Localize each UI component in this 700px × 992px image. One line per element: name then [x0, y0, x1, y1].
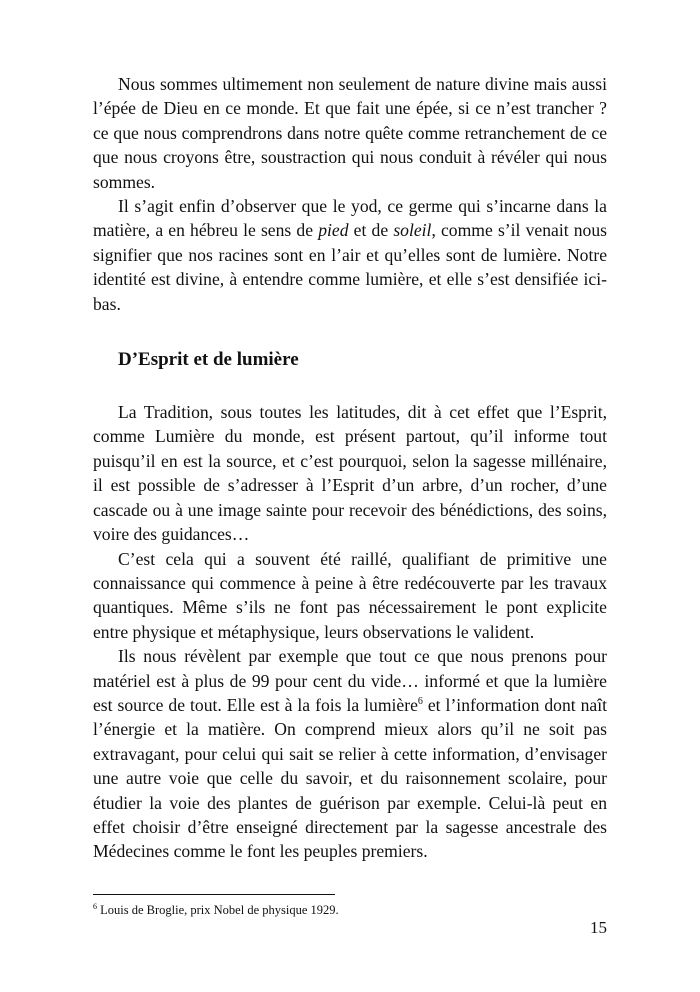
page-body: [93, 72, 607, 864]
paragraph-2-text-before: Il s’agit enfin d’observer que le yod, ce germe qui s’incarne dans la matière, a en hébreu le sens de: [93, 196, 607, 241]
paragraph-2-text-mid: et de: [348, 220, 394, 241]
footnote: [93, 902, 339, 918]
italic-word-soleil: soleil: [393, 220, 432, 241]
footnote-reference: 6: [417, 696, 423, 708]
footnote-divider: [93, 894, 335, 895]
paragraph-5-text-before: Ils nous révèlent par exemple que tout ce que nous prenons pour matériel est à plus de 99 pour cent du vide… informé et que la lumière est source de tout. Elle est à la fois la lumière: [93, 646, 607, 715]
footnote-number: 6: [93, 901, 97, 911]
paragraph-5-text-after: et l’information dont naît l’énergie et la matière. On comprend mieux alors qu’il ne soit pas extravagant, pour celui qui sait se relier à cette information, d’envisager une autre voie que celle du savoir, et du raisonnement scolaire, pour étudier la voie des plantes de guérison par exemple. Celui-là peut en effet choisir d’être enseigné directement par la sagesse ancestrale des Médecines comme le font les peuples premiers.: [93, 694, 607, 862]
paragraph-4: C’est cela qui a souvent été raillé, qualifiant de primitive une connaissance qui commence à peine à être redécouverte par les travaux quantiques. Même s’ils ne font pas nécessairement le pont explicite entre physique et métaphysique, leurs observations le valident.: [93, 548, 607, 642]
italic-word-pied: pied: [318, 220, 349, 241]
footnote-text: Louis de Broglie, prix Nobel de physique 1929.: [97, 903, 339, 917]
page-number: 15: [590, 918, 607, 937]
section-heading: D’Esprit et de lumière: [118, 349, 299, 371]
paragraph-3: La Tradition, sous toutes les latitudes, dit à cet effet que l’Esprit, comme Lumière du monde, est présent partout, qu’il informe tout puisqu’il en est la source, et c’est pourquoi, selon la sagesse millénaire, il est possible de s’adresser à l’Esprit d’un arbre, d’un rocher, d’une cascade ou à une image sainte pour recevoir des bénédictions, des soins, voire des guidances…: [93, 402, 607, 545]
paragraph-2-text-after: , comme s’il venait nous signifier que nos racines sont en l’air et qu’elles sont de lumière. Notre identité est divine, à entendre comme lumière, et elle s’est densifiée ici-bas.: [93, 220, 607, 314]
paragraph-5: [93, 644, 607, 864]
paragraph-2: [93, 194, 607, 316]
paragraph-1: Nous sommes ultimement non seulement de nature divine mais aussi l’épée de Dieu en ce monde. Et que fait une épée, si ce n’est trancher ? ce que nous comprendrons dans notre quête comme retranchement de ce que nous croyons être, soustraction qui nous conduit à révéler qui nous sommes.: [93, 74, 607, 192]
